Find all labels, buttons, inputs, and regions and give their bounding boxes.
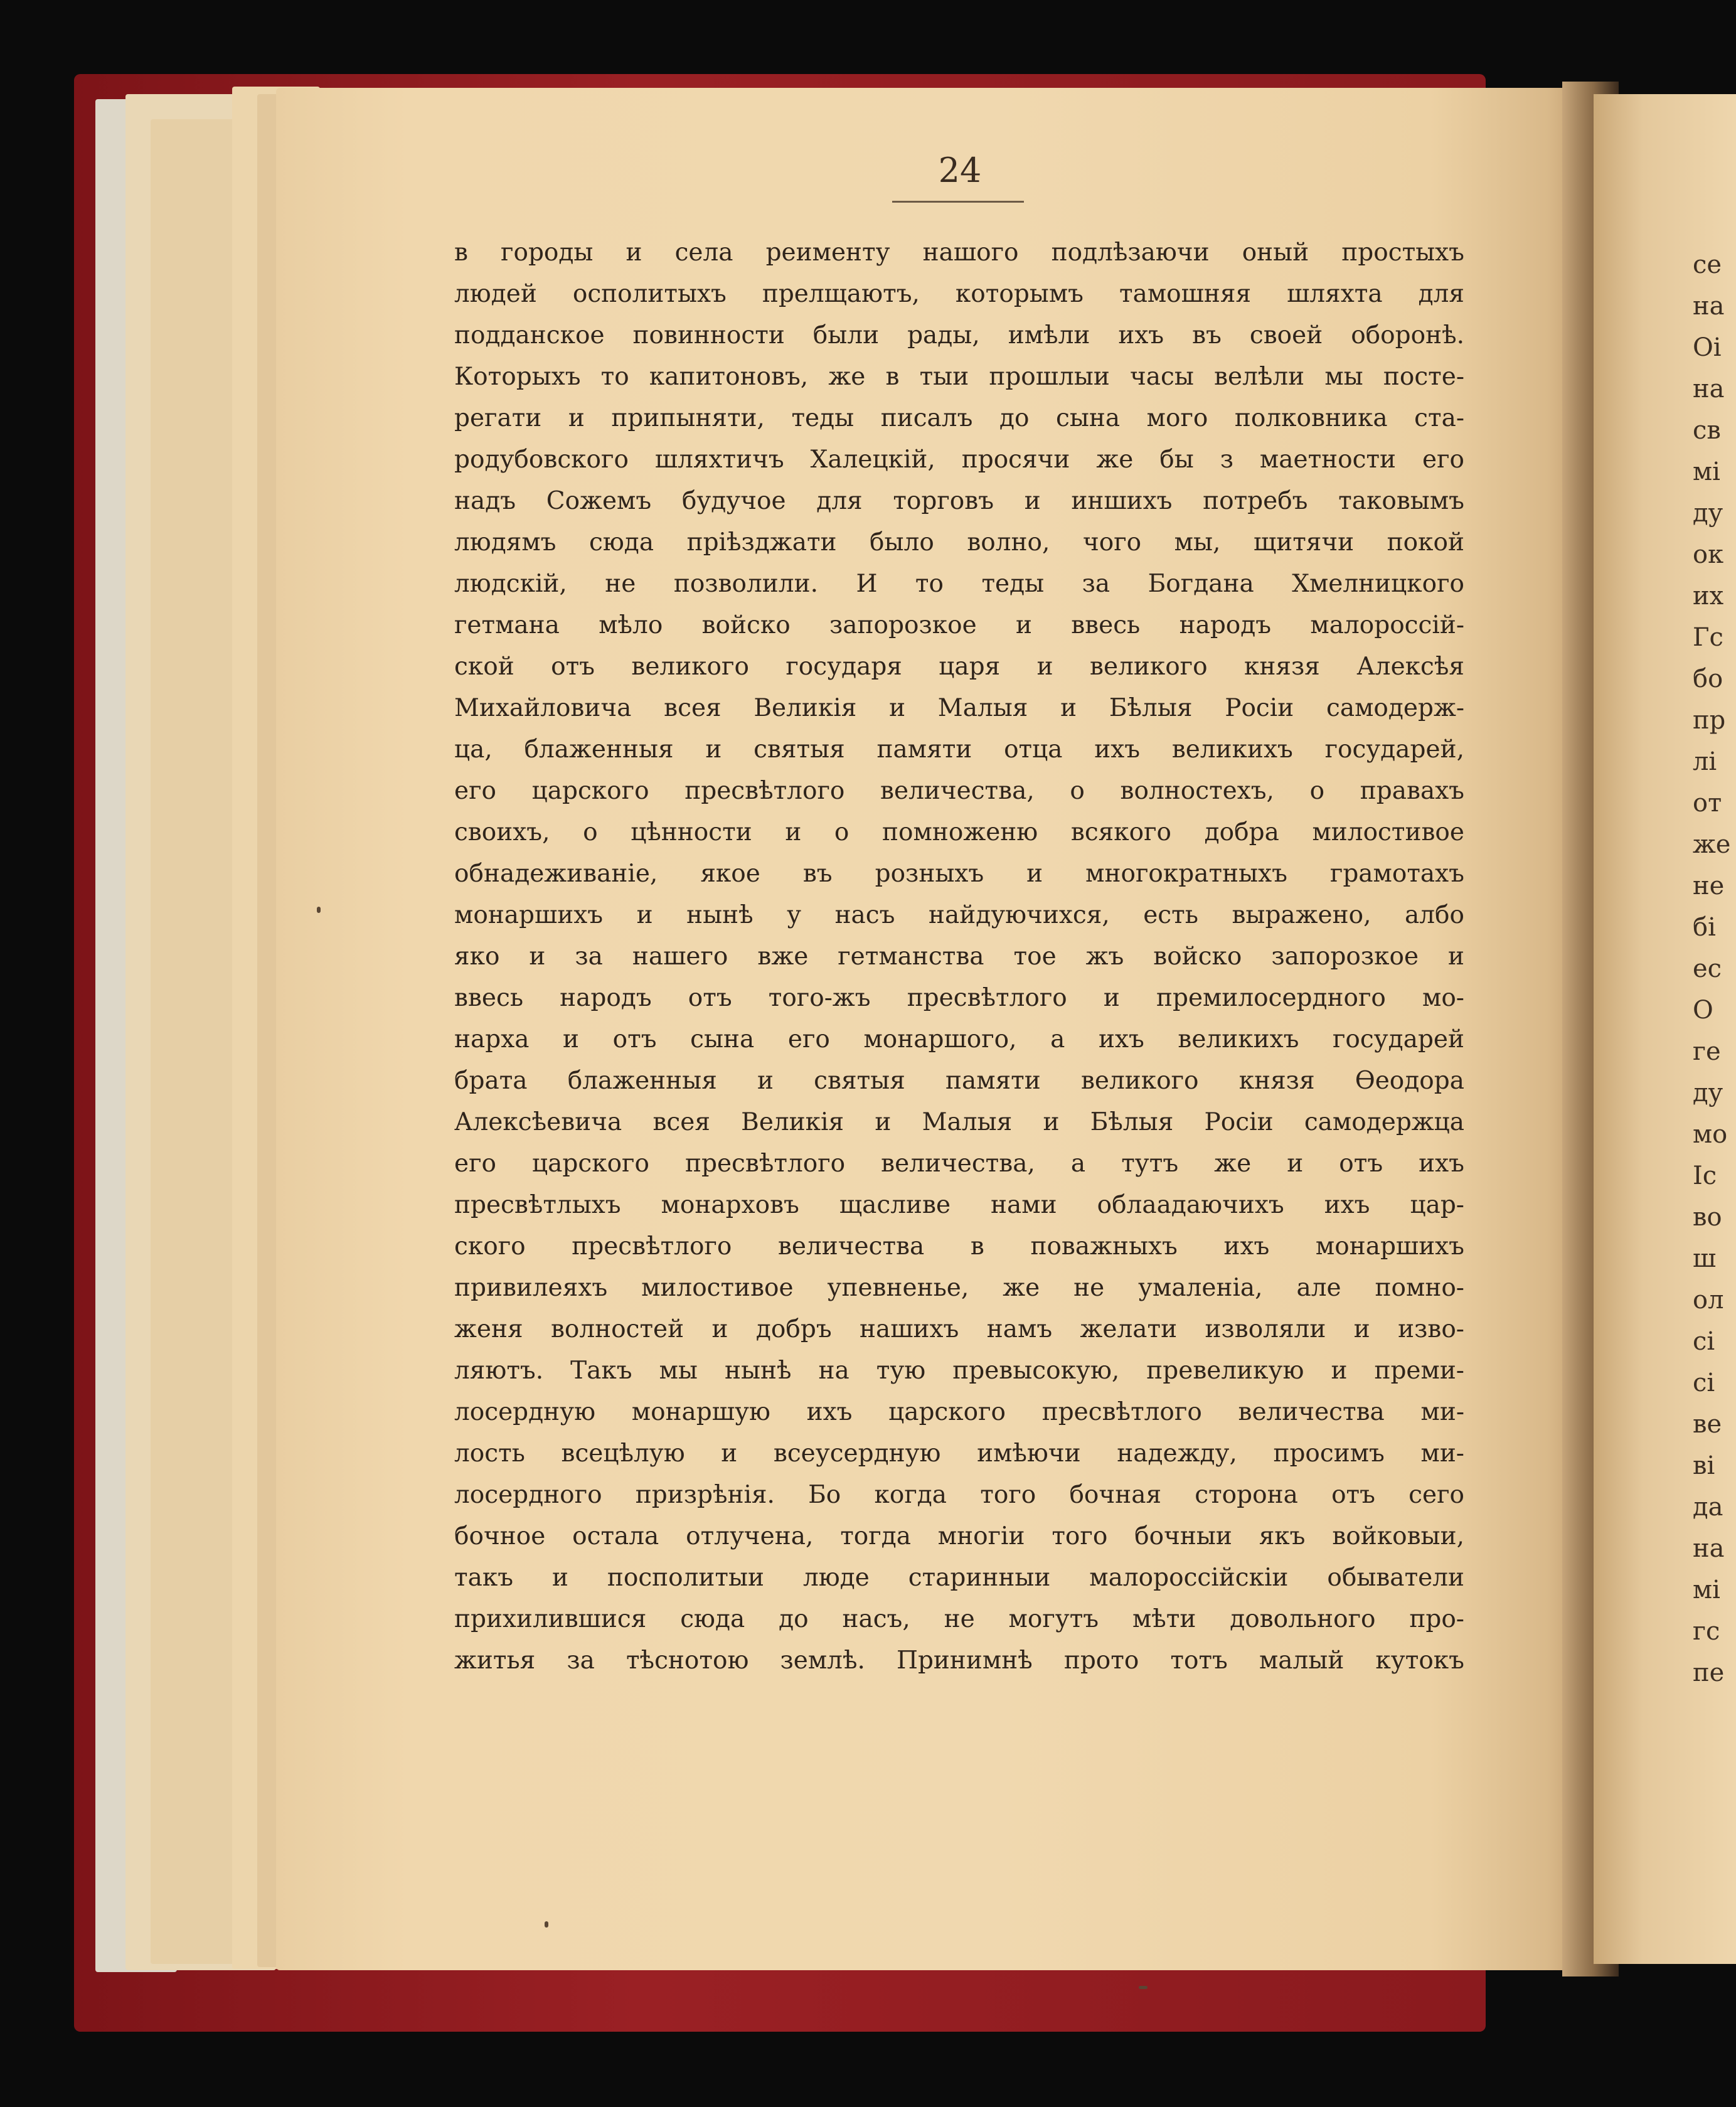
facing-text-fragment: лі: [1693, 747, 1717, 776]
paper-speck: [1139, 1986, 1148, 1989]
facing-text-fragment: на: [1693, 1534, 1725, 1563]
facing-text-fragment: мо: [1693, 1120, 1728, 1149]
text-line: житья за тѣснотою землѣ. Принимнѣ прото тотъ малый кутокъ: [454, 1646, 1464, 1675]
facing-text-fragment: Гс: [1693, 623, 1723, 652]
text-line: Алексѣевича всея Великія и Малыя и Бѣлыя Росіи самодержца: [454, 1108, 1464, 1136]
facing-text-fragment: Оі: [1693, 333, 1722, 362]
facing-text-fragment: гс: [1693, 1617, 1720, 1646]
text-line: такъ и посполитыи люде старинныи малороссійскіи обыватели: [454, 1564, 1464, 1592]
text-line: нарха и отъ сына его монаршого, а ихъ великихъ государей: [454, 1025, 1464, 1054]
paper-speck: [545, 1921, 548, 1928]
facing-text-fragment: Іс: [1693, 1161, 1717, 1190]
text-line: его царского пресвѣтлого величества, о волностехъ, о правахъ: [454, 777, 1464, 805]
facing-text-fragment: их: [1693, 582, 1724, 611]
text-line: лосердного призрѣнія. Бо когда того бочная сторона отъ сего: [454, 1481, 1464, 1509]
facing-text-fragment: от: [1693, 789, 1722, 818]
facing-text-fragment: О: [1693, 996, 1713, 1025]
facing-text-fragment: се: [1693, 250, 1722, 279]
text-line: людямъ сюда пріѣзджати было волно, чого мы, щитячи покой: [454, 528, 1464, 557]
text-line: в городы и села реименту нашого подлѣзаючи оный простыхъ: [454, 238, 1464, 267]
facing-text-fragment: не: [1693, 872, 1725, 900]
facing-text-fragment: пр: [1693, 706, 1726, 735]
facing-text-fragment: же: [1693, 830, 1731, 859]
facing-text-fragment: на: [1693, 375, 1725, 403]
text-line: регати и припыняти, теды писалъ до сына мого полковника ста-: [454, 404, 1464, 432]
text-line: надъ Сожемъ будучое для торговъ и иншихъ потребъ таковымъ: [454, 487, 1464, 515]
facing-text-fragment: ге: [1693, 1037, 1721, 1066]
text-line: родубовского шляхтичъ Халецкій, просячи же бы з маетности его: [454, 445, 1464, 474]
text-line: его царского пресвѣтлого величества, а тутъ же и отъ ихъ: [454, 1150, 1464, 1178]
facing-text-fragment: сі: [1693, 1368, 1715, 1397]
facing-text-fragment: сі: [1693, 1327, 1715, 1356]
text-line: лосердную монаршую ихъ царского пресвѣтлого величества ми-: [454, 1398, 1464, 1426]
facing-text-fragment: ве: [1693, 1410, 1722, 1439]
text-line: монаршихъ и нынѣ у насъ найдуючихся, есть выражено, албо: [454, 901, 1464, 929]
text-line: брата блаженныя и святыя памяти великого князя Ѳеодора: [454, 1067, 1464, 1095]
facing-text-fragment: на: [1693, 292, 1725, 321]
text-line: лость всецѣлую и всеусердную имѣючи надежду, просимъ ми-: [454, 1439, 1464, 1468]
facing-text-fragment: ол: [1693, 1286, 1724, 1315]
text-line: ввесь народъ отъ того-жъ пресвѣтлого и премилосердного мо-: [454, 984, 1464, 1012]
facing-text-fragment: ду: [1693, 499, 1723, 528]
text-line: ского пресвѣтлого величества в поважныхъ ихъ монаршихъ: [454, 1232, 1464, 1261]
facing-text-fragment: ш: [1693, 1244, 1717, 1273]
facing-text-fragment: ду: [1693, 1079, 1723, 1107]
text-line: людскій, не позволили. И то теды за Богдана Хмелницкого: [454, 570, 1464, 598]
facing-text-fragment: ві: [1693, 1451, 1715, 1480]
text-line: привилеяхъ милостивое упевненье, же не умаленіа, але помно-: [454, 1274, 1464, 1302]
text-line: прихилившися сюда до насъ, не могутъ мѣти довольного про-: [454, 1605, 1464, 1633]
facing-text-fragment: пе: [1693, 1658, 1725, 1687]
text-line: людей осполитыхъ прелщаютъ, которымъ тамошняя шляхта для: [454, 280, 1464, 308]
text-line: обнадеживаніе, якое въ розныхъ и многократныхъ грамотахъ: [454, 860, 1464, 888]
facing-text-fragment: мі: [1693, 1576, 1720, 1604]
facing-text-fragment: св: [1693, 416, 1721, 445]
paper-speck: [317, 907, 321, 913]
text-line: женя волностей и добръ нашихъ намъ желати изволяли и изво-: [454, 1315, 1464, 1343]
text-line: яко и за нашего вже гетманства тое жъ войско запорозкое и: [454, 942, 1464, 971]
page-body-text: [454, 232, 1464, 1682]
facing-text-fragment: во: [1693, 1203, 1722, 1232]
facing-text-fragment: да: [1693, 1493, 1723, 1522]
text-line: бочное остала отлучена, тогда многіи того бочныи якъ войковыи,: [454, 1522, 1464, 1550]
facing-text-fragment: ок: [1693, 540, 1724, 569]
text-line: своихъ, о цѣнности и о помноженю всякого добра милостивое: [454, 818, 1464, 846]
text-line: ской отъ великого государя царя и великого князя Алексѣя: [454, 653, 1464, 681]
text-line: ляютъ. Такъ мы нынѣ на тую превысокую, превеликую и преми-: [454, 1357, 1464, 1385]
facing-text-fragment: ес: [1693, 954, 1722, 983]
text-line: Которыхъ то капитоновъ, же в тыи прошлыи часы велѣли мы посте-: [454, 363, 1464, 391]
facing-text-fragment: бо: [1693, 664, 1723, 693]
text-line: Михайловича всея Великія и Малыя и Бѣлыя Росіи самодерж-: [454, 694, 1464, 722]
text-line: гетмана мѣло войско запорозкое и ввесь народъ малороссій-: [454, 611, 1464, 639]
text-line: пресвѣтлыхъ монарховъ щасливе нами облаадаючихъ ихъ цар-: [454, 1191, 1464, 1219]
facing-text-fragment: мі: [1693, 457, 1720, 486]
text-line: подданское повинности были рады, имѣли ихъ въ своей оборонѣ.: [454, 321, 1464, 349]
text-line: ца, блаженныя и святыя памяти отца ихъ великихъ государей,: [454, 735, 1464, 764]
page-number-rule: [892, 201, 1024, 203]
facing-text-fragment: бі: [1693, 913, 1716, 942]
page-number: 24: [938, 151, 982, 190]
